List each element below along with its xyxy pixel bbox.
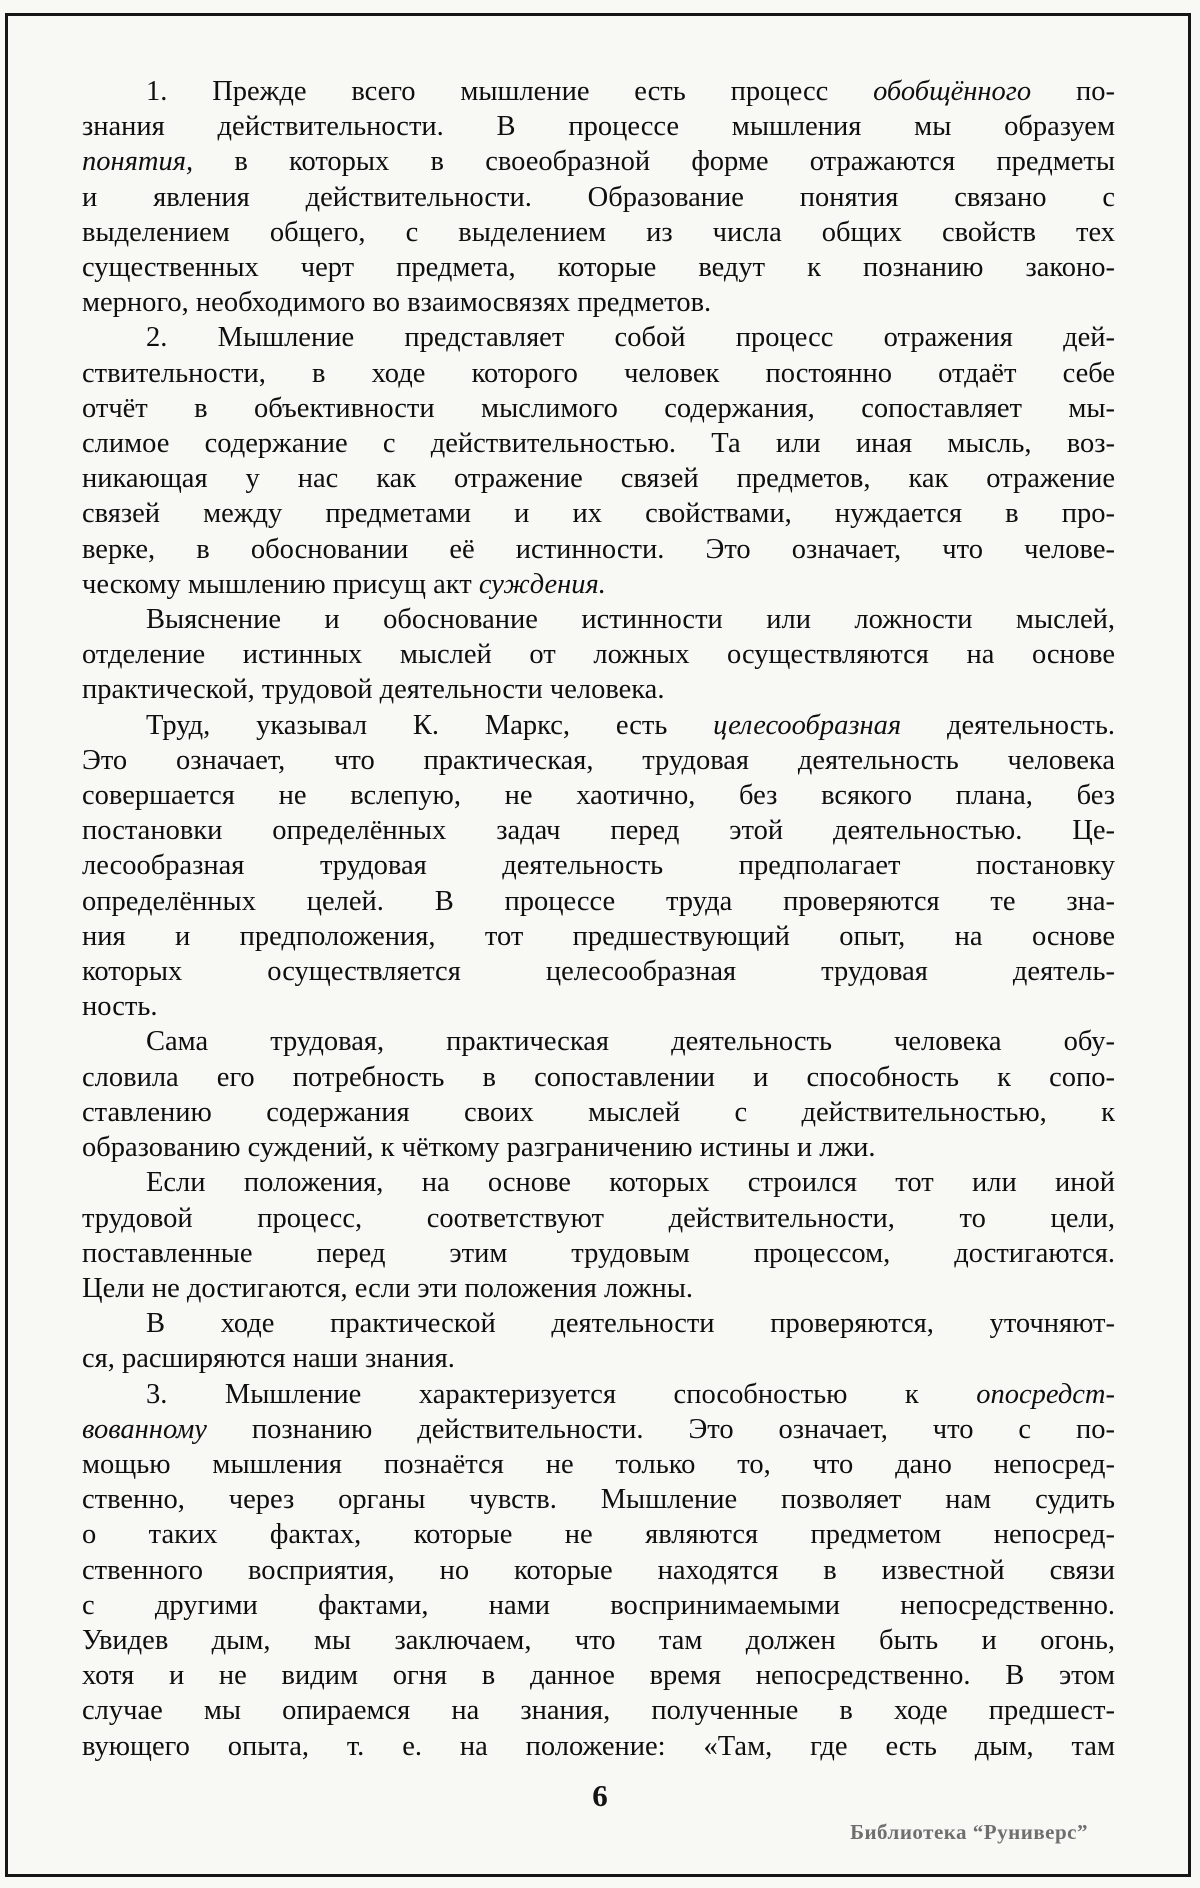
watermark: Библиотека “Руниверс” (850, 1820, 1088, 1844)
text-line (82, 1201, 1115, 1236)
text-line (82, 74, 1115, 109)
body-text: верке, в обосновании её истинности. Это означает, что челове- (82, 533, 1115, 565)
text-line (82, 954, 1115, 989)
body-text: ственно, через органы чувств. Мышление позволяет нам судить (82, 1484, 1115, 1516)
body-text: никающая у нас как отражение связей предметов, как отражение (82, 463, 1115, 495)
body-text: отделение истинных мыслей от ложных осуществляются на основе (82, 639, 1115, 671)
body-text: Увидев дым, мы заключаем, что там должен быть и огонь, (82, 1624, 1115, 1656)
emphasized-text: опосредст- (976, 1378, 1115, 1410)
text-line (82, 1306, 1115, 1341)
text-line (82, 1236, 1115, 1271)
text-line (82, 1447, 1115, 1482)
body-text: 2. Мышление представляет собой процесс отражения дей- (146, 322, 1115, 354)
body-text: словила его потребность в сопоставлении и способность к сопо- (82, 1061, 1115, 1093)
body-text: лесообразная трудовая деятельность предполагает постановку (82, 850, 1115, 882)
text-line (82, 1693, 1115, 1728)
text-line (82, 1658, 1115, 1693)
body-text: Цели не достигаются, если эти положения ложны. (82, 1272, 693, 1304)
text-line (82, 144, 1115, 179)
body-text: слимое содержание с действительностью. Та или иная мысль, воз- (82, 428, 1115, 460)
body-text: вующего опыта, т. е. на положение: «Там, где есть дым, там (82, 1730, 1115, 1762)
body-text: ния и предположения, тот предшествующий опыт, на основе (82, 920, 1115, 952)
text-line (82, 1517, 1115, 1552)
body-text: о таких фактах, которые не являются предметом непосред- (82, 1519, 1115, 1551)
body-text: деятельность. (901, 709, 1115, 741)
body-text: знания действительности. В процессе мышления мы образуем (82, 111, 1115, 143)
text-line (82, 1588, 1115, 1623)
body-text: ческому мышлению присущ акт (82, 568, 479, 600)
text-line (82, 1271, 1115, 1306)
text-line (82, 356, 1115, 391)
text-line (82, 1412, 1115, 1447)
body-text: ность. (82, 991, 158, 1023)
body-text: и явления действительности. Образование понятия связано с (82, 181, 1115, 213)
text-line (82, 637, 1115, 672)
text-line (82, 813, 1115, 848)
text-line (82, 919, 1115, 954)
text-line (82, 215, 1115, 250)
body-text: ся, расширяются наши знания. (82, 1343, 455, 1375)
body-text: Труд, указывал К. Маркс, есть (146, 709, 714, 741)
body-text: с другими фактами, нами воспринимаемыми непосредственно. (82, 1589, 1115, 1621)
emphasized-text: целесообразная (713, 709, 902, 741)
text-line (82, 884, 1115, 919)
body-text: поставленные перед этим трудовым процессом, достигаются. (82, 1237, 1115, 1269)
text-line (82, 1482, 1115, 1517)
text-line (82, 743, 1115, 778)
body-text: 1. Прежде всего мышление есть процесс (146, 76, 874, 107)
body-text: познанию действительности. Это означает, что с по- (206, 1413, 1115, 1445)
emphasized-text: вованному (82, 1413, 207, 1445)
text-line (82, 602, 1115, 637)
text-line (82, 1165, 1115, 1200)
text-line (82, 672, 1115, 707)
body-text: отчёт в объективности мыслимого содержания, сопоставляет мы- (82, 392, 1115, 424)
body-text: трудовой процесс, соответствуют действительности, то цели, (82, 1202, 1115, 1234)
text-line (82, 532, 1115, 567)
body-text: Сама трудовая, практическая деятельность человека обу- (146, 1026, 1115, 1058)
text-line (82, 180, 1115, 215)
emphasized-text: обобщённого (873, 76, 1032, 107)
text-line (82, 848, 1115, 883)
body-text: мерного, необходимого во взаимосвязях предметов. (82, 287, 712, 319)
text-line (82, 989, 1115, 1024)
body-text: Это означает, что практическая, трудовая деятельность человека (82, 744, 1115, 776)
text-line (82, 1623, 1115, 1658)
body-text: существенных черт предмета, которые ведут к познанию законо- (82, 252, 1115, 284)
body-text: случае мы опираемся на знания, полученные в ходе предшест- (82, 1695, 1115, 1727)
body-text: постановки определённых задач перед этой деятельностью. Це- (82, 815, 1115, 847)
text-line (82, 109, 1115, 144)
text-line (82, 285, 1115, 320)
text-line (82, 1553, 1115, 1588)
body-text: в которых в своеобразной форме отражаются предметы (193, 146, 1115, 178)
body-text: хотя и не видим огня в данное время непосредственно. В этом (82, 1660, 1115, 1692)
text-line (82, 461, 1115, 496)
body-text: образованию суждений, к чёткому разграничению истины и лжи. (82, 1132, 876, 1164)
body-text: совершается не вслепую, не хаотично, без всякого плана, без (82, 780, 1115, 812)
text-line (82, 496, 1115, 531)
text-line (82, 426, 1115, 461)
body-text: ственного восприятия, но которые находятся в известной связи (82, 1554, 1115, 1586)
page-number: 6 (592, 1778, 608, 1813)
text-line (82, 778, 1115, 813)
body-text: 3. Мышление характеризуется способностью к (146, 1378, 977, 1410)
body-text: по- (1031, 76, 1115, 107)
body-text: ствительности, в ходе которого человек постоянно отдаёт себе (82, 357, 1115, 389)
text-line (82, 250, 1115, 285)
body-text: которых осуществляется целесообразная трудовая деятель- (82, 956, 1115, 988)
body-text: Если положения, на основе которых строился тот или иной (146, 1167, 1115, 1199)
emphasized-text: понятия, (82, 146, 194, 178)
text-line (82, 1024, 1115, 1059)
body-text: В ходе практической деятельности проверяются, уточняют- (146, 1308, 1115, 1340)
body-text: мощью мышления познаётся не только то, что дано непосред- (82, 1448, 1115, 1480)
text-line (82, 1377, 1115, 1412)
body-text: выделением общего, с выделением из числа общих свойств тех (82, 216, 1115, 248)
body-text: практической, трудовой деятельности человека. (82, 674, 665, 706)
text-line (82, 1341, 1115, 1376)
text-line (82, 391, 1115, 426)
text-line (82, 567, 1115, 602)
text-line (82, 320, 1115, 355)
emphasized-text: суждения. (478, 568, 606, 600)
text-line (82, 1729, 1115, 1764)
body-text: ставлению содержания своих мыслей с действительностью, к (82, 1096, 1115, 1128)
text-line (82, 1095, 1115, 1130)
text-line (82, 1060, 1115, 1095)
text-line (82, 1130, 1115, 1165)
body-text: определённых целей. В процессе труда проверяются те зна- (82, 885, 1115, 917)
text-line (82, 708, 1115, 743)
body-text: связей между предметами и их свойствами, нуждается в про- (82, 498, 1115, 530)
text-column (82, 74, 1115, 1764)
body-text: Выяснение и обоснование истинности или ложности мыслей, (146, 604, 1115, 636)
